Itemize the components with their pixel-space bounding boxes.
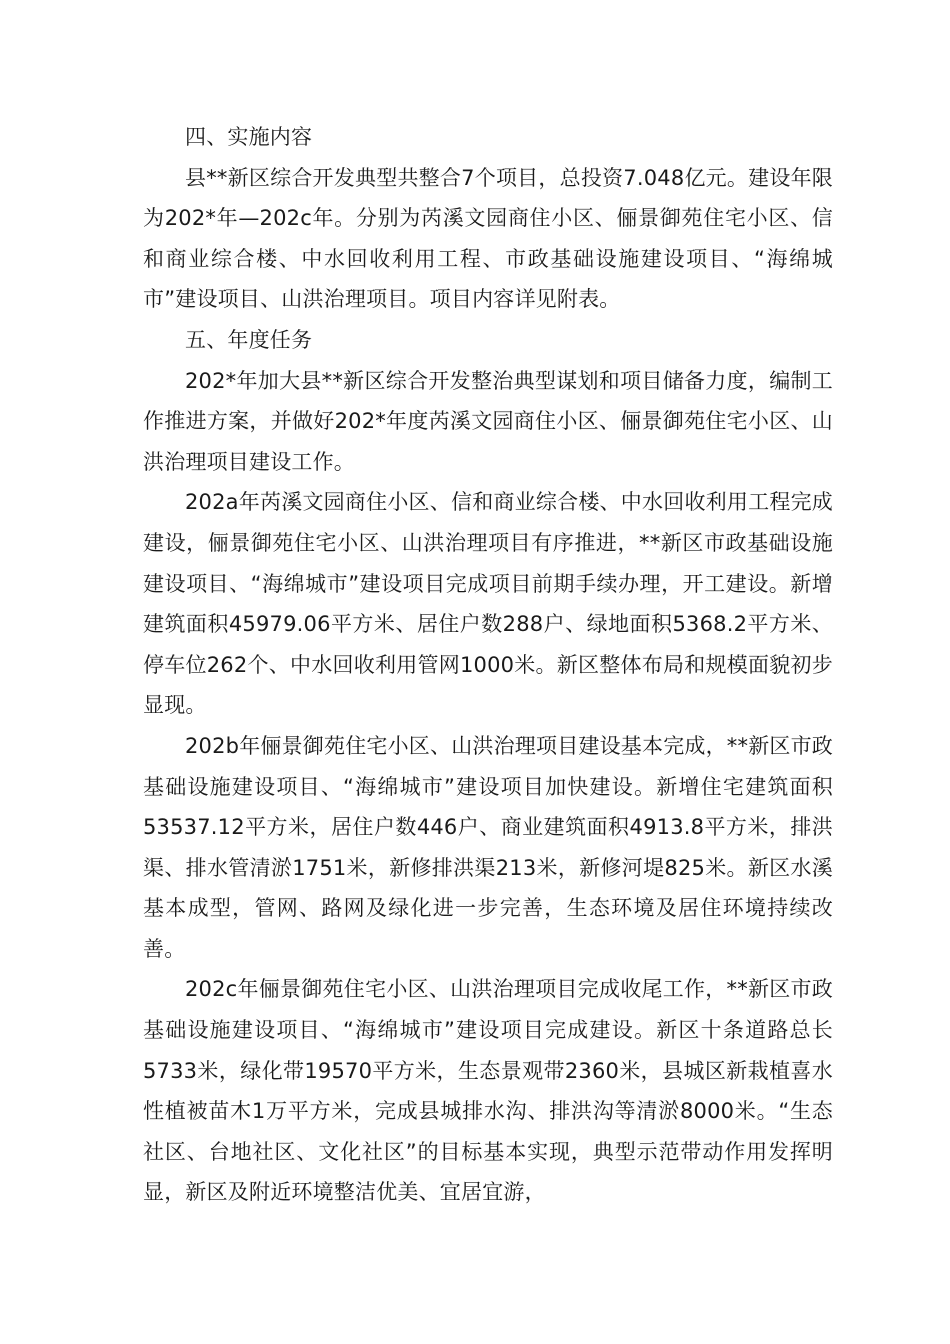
paragraph-annual-task-3: 202b年俪景御苑住宅小区、山洪治理项目建设基本完成，**新区市政基础设施建设项目、“海绵城市”建设项目加快建设。新增住宅建筑面积53537.12平方米，居住户数446户、商业建筑面积4913.8平方米，排洪渠、排水管清淤1751米，新修排洪渠213米，新修河堤825米。新区水溪基本成型，管网、路网及绿化进一步完善，生态环境及居住环境持续改善。 bbox=[143, 733, 834, 961]
paragraph-implementation-content: 县**新区综合开发典型共整合7个项目，总投资7.048亿元。建设年限为202*年—202c年。分别为芮溪文园商住小区、俪景御苑住宅小区、信和商业综合楼、中水回收利用工程、市政基础设施建设项目、“海绵城市”建设项目、山洪治理项目。项目内容详见附表。 bbox=[143, 165, 833, 312]
document-body bbox=[143, 117, 833, 1213]
section-heading-annual-tasks: 五、年度任务 bbox=[185, 327, 313, 352]
paragraph-annual-task-1: 202*年加大县**新区综合开发整治典型谋划和项目储备力度，编制工作推进方案，并做好202*年度芮溪文园商住小区、俪景御苑住宅小区、山洪治理项目建设工作。 bbox=[143, 368, 833, 474]
paragraph-annual-task-4: 202c年俪景御苑住宅小区、山洪治理项目完成收尾工作，**新区市政基础设施建设项目、“海绵城市”建设项目完成建设。新区十条道路总长5733米，绿化带19570平方米，生态景观带2360米，县城区新栽植喜水性植被苗木1万平方米，完成县城排水沟、排洪沟等清淤8000米。“生态社区、台地社区、文化社区”的目标基本实现，典型示范带动作用发挥明显，新区及附近环境整洁优美、宜居宜游， bbox=[143, 977, 833, 1205]
section-heading-implementation: 四、实施内容 bbox=[185, 125, 313, 149]
paragraph-annual-task-2: 202a年芮溪文园商住小区、信和商业综合楼、中水回收利用工程完成建设，俪景御苑住宅小区、山洪治理项目有序推进，**新区市政基础设施建设项目、“海绵城市”建设项目完成项目前期手续办理，开工建设。新增建筑面积45979.06平方米、居住户数288户、绿地面积5368.2平方米、停车位262个、中水回收利用管网1000米。新区整体布局和规模面貌初步显现。 bbox=[143, 490, 833, 718]
